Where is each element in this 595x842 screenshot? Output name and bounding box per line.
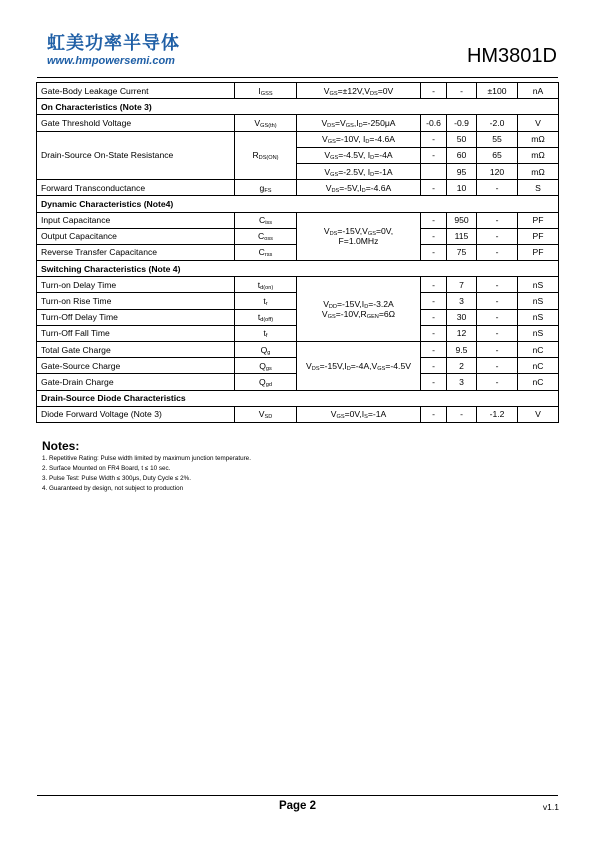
- symbol-subscript: gs: [265, 365, 272, 372]
- condition-text: V: [323, 299, 329, 310]
- condition-text: =-10V, I: [335, 134, 366, 145]
- symbol-base: t: [257, 312, 261, 323]
- value-unit: mΩ: [518, 163, 559, 179]
- table-row: [37, 342, 559, 358]
- value-max: -2.0: [477, 115, 518, 131]
- symbol-base: C: [258, 215, 266, 226]
- condition-text: =6Ω: [378, 309, 396, 320]
- condition-subscript: GS: [330, 155, 339, 162]
- value-unit: PF: [518, 244, 559, 260]
- condition-text: V: [330, 409, 337, 420]
- value-typ: 115: [447, 228, 477, 244]
- symbol-base: R: [252, 150, 259, 161]
- value-max: -: [477, 212, 518, 228]
- condition-text: =0V: [377, 85, 394, 96]
- symbol-subscript: g: [267, 349, 271, 356]
- value-min: -0.6: [421, 115, 447, 131]
- table-row: [37, 115, 559, 131]
- condition-subscript: GS: [329, 90, 338, 97]
- symbol-base: C: [258, 231, 265, 242]
- symbol-cell: [235, 228, 297, 244]
- condition-subscript: GS: [330, 171, 339, 178]
- condition-subscript: GEN: [366, 314, 379, 321]
- value-max: 120: [477, 163, 518, 179]
- symbol-base: t: [257, 279, 261, 290]
- condition-subscript: DS: [327, 122, 335, 129]
- condition-text: =-4.5V: [385, 360, 411, 371]
- parameter-name: Turn-on Delay Time: [37, 277, 235, 293]
- value-typ: 95: [447, 163, 477, 179]
- parameter-name: Turn-on Rise Time: [37, 293, 235, 309]
- condition-cell: [297, 83, 421, 99]
- header-divider: [37, 77, 558, 78]
- symbol-cell: [235, 325, 297, 341]
- value-max: 65: [477, 147, 518, 163]
- condition-subscript: D: [346, 365, 351, 372]
- value-unit: nS: [518, 325, 559, 341]
- symbol-cell: [235, 358, 297, 374]
- parameter-name: Reverse Transfer Capacitance: [37, 244, 235, 260]
- symbol-subscript: r: [265, 301, 268, 308]
- value-min: -: [421, 212, 447, 228]
- value-typ: 30: [447, 309, 477, 325]
- value-typ: 2: [447, 358, 477, 374]
- symbol-subscript: GS(th): [260, 122, 277, 129]
- value-unit: V: [518, 115, 559, 131]
- value-typ: -: [447, 83, 477, 99]
- value-max: -: [477, 374, 518, 390]
- value-unit: nS: [518, 309, 559, 325]
- note-item: 4. Guaranteed by design, not subject to production: [42, 485, 184, 492]
- value-unit: nS: [518, 293, 559, 309]
- note-item: 1. Repetitive Rating: Pulse width limited by maximum junction temperature.: [42, 455, 251, 462]
- condition-text: =-15V,I: [337, 299, 365, 310]
- condition-text: V: [324, 166, 331, 177]
- table-row: [37, 83, 559, 99]
- condition-text: =-15V,V: [337, 226, 368, 237]
- value-max: -: [477, 277, 518, 293]
- condition-cell: [297, 180, 421, 196]
- condition-subscript: D: [365, 139, 370, 146]
- condition-subscript: GS: [327, 139, 336, 146]
- value-unit: mΩ: [518, 131, 559, 147]
- parameter-name: Gate-Body Leakage Current: [37, 83, 235, 99]
- symbol-base: V: [258, 409, 265, 420]
- value-unit: mΩ: [518, 147, 559, 163]
- value-typ: 75: [447, 244, 477, 260]
- symbol-subscript: d(off): [260, 317, 274, 324]
- symbol-cell: [235, 293, 297, 309]
- condition-subscript: DS: [329, 231, 338, 238]
- symbol-base: g: [259, 182, 265, 193]
- symbol-base: Q: [259, 360, 266, 371]
- condition-cell: [297, 342, 421, 391]
- condition-text: =0V,: [375, 226, 394, 237]
- condition-text: V: [323, 85, 330, 96]
- note-item: 3. Pulse Test: Pulse Width ≤ 300μs, Duty Cycle ≤ 2%.: [42, 475, 192, 482]
- condition-text: V: [324, 150, 331, 161]
- table-row: [37, 131, 559, 147]
- symbol-cell: [235, 309, 297, 325]
- section-heading: Dynamic Characteristics (Note4): [37, 196, 559, 212]
- symbol-cell: [235, 374, 297, 390]
- condition-text: =-10V,R: [335, 309, 367, 320]
- value-typ: 50: [447, 131, 477, 147]
- parameter-name: Gate-Source Charge: [37, 358, 235, 374]
- condition-text: ,I: [353, 117, 359, 128]
- symbol-cell: [235, 212, 297, 228]
- condition-subscript: GS: [336, 414, 345, 421]
- symbol-cell: [235, 277, 297, 293]
- parameter-name: Gate-Drain Charge: [37, 374, 235, 390]
- condition-text: V: [325, 182, 332, 193]
- condition-subscript: D: [361, 187, 366, 194]
- version-label: v1.1: [542, 802, 559, 812]
- condition-text: =-250μA: [362, 117, 396, 128]
- value-max: 55: [477, 131, 518, 147]
- value-typ: 950: [447, 212, 477, 228]
- condition-subscript: D: [364, 304, 369, 311]
- condition-text: =-4.6A: [365, 182, 392, 193]
- value-max: -: [477, 309, 518, 325]
- symbol-base: t: [263, 328, 266, 339]
- value-typ: 10: [447, 180, 477, 196]
- value-max: -: [477, 325, 518, 341]
- value-typ: -: [447, 406, 477, 422]
- condition-cell: [297, 147, 421, 163]
- company-logo: [47, 34, 180, 68]
- condition-text: V: [306, 360, 312, 371]
- value-unit: nS: [518, 277, 559, 293]
- notes-title: Notes:: [42, 439, 80, 453]
- symbol-subscript: rss: [264, 252, 273, 259]
- value-min: -: [421, 293, 447, 309]
- value-typ: -0.9: [447, 115, 477, 131]
- condition-subscript: DS: [311, 365, 320, 372]
- condition-text: =-4.5V, I: [338, 150, 371, 161]
- condition-subscript: D: [370, 155, 375, 162]
- value-typ: 3: [447, 374, 477, 390]
- parameter-name: Gate Threshold Voltage: [37, 115, 235, 131]
- value-unit: nC: [518, 374, 559, 390]
- symbol-cell: [235, 131, 297, 180]
- condition-text: V: [322, 134, 328, 145]
- condition-text: =-15V,I: [319, 360, 347, 371]
- condition-text: =-3.2A: [368, 299, 394, 310]
- condition-text: F=1.0MHz: [338, 236, 379, 247]
- page-number: Page 2: [278, 800, 317, 812]
- symbol-cell: [235, 342, 297, 358]
- value-min: -: [421, 406, 447, 422]
- symbol-subscript: gd: [265, 381, 272, 388]
- value-max: -: [477, 293, 518, 309]
- value-min: -: [421, 309, 447, 325]
- condition-text: =-4A: [374, 150, 393, 161]
- symbol-subscript: SD: [264, 414, 273, 421]
- condition-subscript: S: [364, 414, 368, 421]
- condition-text: =-4A,V: [350, 360, 378, 371]
- value-min: -: [421, 83, 447, 99]
- condition-subscript: D: [358, 122, 363, 129]
- condition-text: =-1A: [367, 409, 387, 420]
- section-row: [37, 390, 559, 406]
- value-max: -: [477, 358, 518, 374]
- symbol-cell: [235, 244, 297, 260]
- table-row: [37, 212, 559, 228]
- company-url: www.hmpowersemi.com: [47, 55, 175, 67]
- parameter-name: Diode Forward Voltage (Note 3): [37, 406, 235, 422]
- parameter-name: Input Capacitance: [37, 212, 235, 228]
- condition-subscript: GS: [327, 314, 336, 321]
- symbol-subscript: f: [265, 333, 268, 340]
- value-min: -: [421, 374, 447, 390]
- notes-list: [42, 454, 251, 494]
- value-typ: 7: [447, 277, 477, 293]
- value-unit: nC: [518, 358, 559, 374]
- condition-text: =0V,I: [344, 409, 365, 420]
- condition-cell: [297, 212, 421, 261]
- condition-cell: [297, 277, 421, 342]
- company-name-cn: 虹美功率半导体: [47, 33, 180, 54]
- note-item: 2. Surface Mounted on FR4 Board, t ≤ 10 sec.: [42, 465, 171, 472]
- symbol-subscript: d(on): [260, 284, 274, 291]
- condition-subscript: DS: [331, 187, 340, 194]
- symbol-base: C: [258, 247, 265, 258]
- section-heading: Switching Characteristics (Note 4): [37, 261, 559, 277]
- value-max: -1.2: [477, 406, 518, 422]
- section-heading: On Characteristics (Note 3): [37, 99, 559, 115]
- value-min: -: [421, 147, 447, 163]
- parameter-name: Total Gate Charge: [37, 342, 235, 358]
- condition-subscript: GS: [367, 231, 376, 238]
- value-unit: V: [518, 406, 559, 422]
- symbol-base: Q: [259, 376, 266, 387]
- condition-text: =-5V,I: [339, 182, 362, 193]
- condition-subscript: GS: [377, 365, 386, 372]
- value-unit: S: [518, 180, 559, 196]
- symbol-cell: [235, 83, 297, 99]
- symbol-subscript: DS(ON): [258, 155, 279, 162]
- value-unit: PF: [518, 212, 559, 228]
- notes-section: [42, 439, 251, 494]
- value-typ: 60: [447, 147, 477, 163]
- condition-text: V: [323, 226, 330, 237]
- condition-text: =-1A: [374, 166, 393, 177]
- section-row: [37, 261, 559, 277]
- symbol-cell: [235, 115, 297, 131]
- section-row: [37, 99, 559, 115]
- value-min: -: [421, 325, 447, 341]
- parameter-name: Turn-Off Delay Time: [37, 309, 235, 325]
- section-row: [37, 196, 559, 212]
- condition-text: =-4.6A: [369, 134, 395, 145]
- table-row: [37, 180, 559, 196]
- symbol-subscript: oss: [264, 236, 273, 243]
- value-max: -: [477, 180, 518, 196]
- condition-cell: [297, 406, 421, 422]
- value-max: ±100: [477, 83, 518, 99]
- symbol-base: V: [254, 117, 261, 128]
- value-unit: nC: [518, 342, 559, 358]
- value-unit: nA: [518, 83, 559, 99]
- table-row: [37, 277, 559, 293]
- condition-subscript: GS: [345, 122, 354, 129]
- condition-subscript: DD: [328, 304, 338, 311]
- table-row: [37, 406, 559, 422]
- condition-text: V: [321, 309, 328, 320]
- value-max: -: [477, 228, 518, 244]
- value-min: -: [421, 244, 447, 260]
- symbol-cell: [235, 180, 297, 196]
- value-typ: 3: [447, 293, 477, 309]
- symbol-cell: [235, 406, 297, 422]
- value-min: -: [421, 131, 447, 147]
- condition-subscript: DS: [369, 90, 378, 97]
- section-heading: Drain-Source Diode Characteristics: [37, 390, 559, 406]
- condition-cell: [297, 131, 421, 147]
- electrical-characteristics-table: [36, 82, 559, 423]
- value-max: -: [477, 244, 518, 260]
- value-min: -: [421, 180, 447, 196]
- symbol-base: t: [263, 296, 266, 307]
- parameter-name: Forward Transconductance: [37, 180, 235, 196]
- parameter-name: Output Capacitance: [37, 228, 235, 244]
- condition-subscript: D: [370, 171, 375, 178]
- parameter-name: Turn-Off Fall Time: [37, 325, 235, 341]
- part-number: HM3801D: [466, 45, 557, 67]
- condition-cell: [297, 163, 421, 179]
- footer-divider: [37, 795, 558, 796]
- condition-text: V: [321, 117, 328, 128]
- value-typ: 12: [447, 325, 477, 341]
- condition-text: =V: [334, 117, 346, 128]
- symbol-subscript: iss: [265, 220, 273, 227]
- value-max: -: [477, 342, 518, 358]
- value-min: -: [421, 277, 447, 293]
- value-min: -: [421, 358, 447, 374]
- symbol-subscript: GSS: [260, 90, 273, 97]
- symbol-subscript: FS: [264, 187, 272, 194]
- value-typ: 9.5: [447, 342, 477, 358]
- condition-text: =-2.5V, I: [338, 166, 371, 177]
- condition-text: =±12V,V: [337, 85, 370, 96]
- symbol-base: Q: [260, 344, 268, 355]
- value-min: -: [421, 228, 447, 244]
- value-unit: PF: [518, 228, 559, 244]
- value-min: [421, 163, 447, 179]
- condition-cell: [297, 115, 421, 131]
- value-min: -: [421, 342, 447, 358]
- symbol-base: I: [258, 85, 261, 96]
- parameter-name: Drain-Source On-State Resistance: [37, 131, 235, 180]
